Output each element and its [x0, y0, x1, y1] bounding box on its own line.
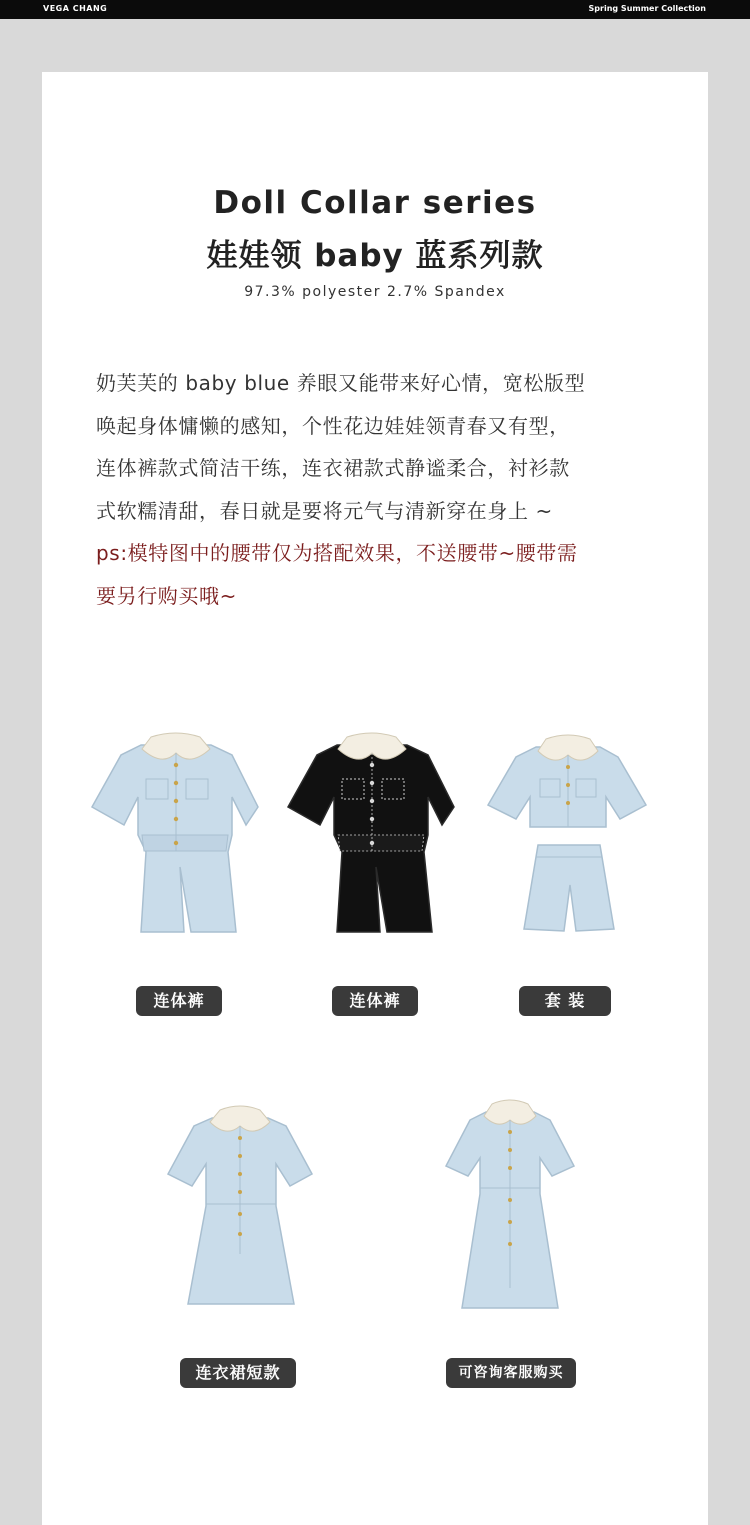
- product-tag-set[interactable]: 套 装: [519, 986, 611, 1016]
- product-item-set[interactable]: [478, 717, 658, 1017]
- material-composition: 97.3% polyester 2.7% Spandex: [244, 284, 506, 300]
- collection-label: Spring Summer Collection: [588, 4, 706, 13]
- top-banner: [0, 0, 750, 19]
- product-tag-contact-service[interactable]: 可咨询客服购买: [446, 1358, 576, 1388]
- product-description: [96, 362, 666, 617]
- product-item-long-dress[interactable]: [440, 1088, 620, 1394]
- description-line: 唤起身体慵懒的感知，个性花边娃娃领青春又有型，: [96, 413, 570, 438]
- description-line: 连体裤款式简洁干练，连衣裙款式静谧柔合，衬衫款: [96, 456, 570, 480]
- shirt-and-shorts-set-image[interactable]: [478, 717, 658, 947]
- brand-name: VEGA CHANG: [43, 4, 108, 13]
- product-tag-short-dress[interactable]: 连衣裙短款: [180, 1358, 296, 1388]
- black-jumpsuit-image[interactable]: [282, 717, 462, 947]
- series-title-chinese: 娃娃领 baby 蓝系列款: [206, 238, 544, 274]
- belt-note-line: 要另行购买哦~: [96, 583, 237, 608]
- light-blue-jumpsuit-image[interactable]: [86, 717, 266, 947]
- product-item-jumpsuit-black[interactable]: [282, 717, 462, 1017]
- product-tag-jumpsuit[interactable]: 连体裤: [136, 986, 222, 1016]
- product-detail-card: [42, 72, 708, 1525]
- product-tag-jumpsuit[interactable]: 连体裤: [332, 986, 418, 1016]
- long-dress-image[interactable]: [440, 1088, 580, 1313]
- series-title-english: Doll Collar series: [213, 185, 537, 221]
- product-item-short-dress[interactable]: [160, 1094, 340, 1394]
- description-line: 奶芙芙的 baby blue 养眼又能带来好心情，宽松版型: [96, 371, 586, 395]
- belt-note-line: ps:模特图中的腰带仅为搭配效果，不送腰带~腰带需: [96, 541, 578, 565]
- description-line: 式软糯清甜，春日就是要将元气与清新穿在身上 ~: [96, 498, 553, 523]
- product-item-jumpsuit-blue[interactable]: [86, 717, 266, 1017]
- short-dress-image[interactable]: [160, 1094, 320, 1314]
